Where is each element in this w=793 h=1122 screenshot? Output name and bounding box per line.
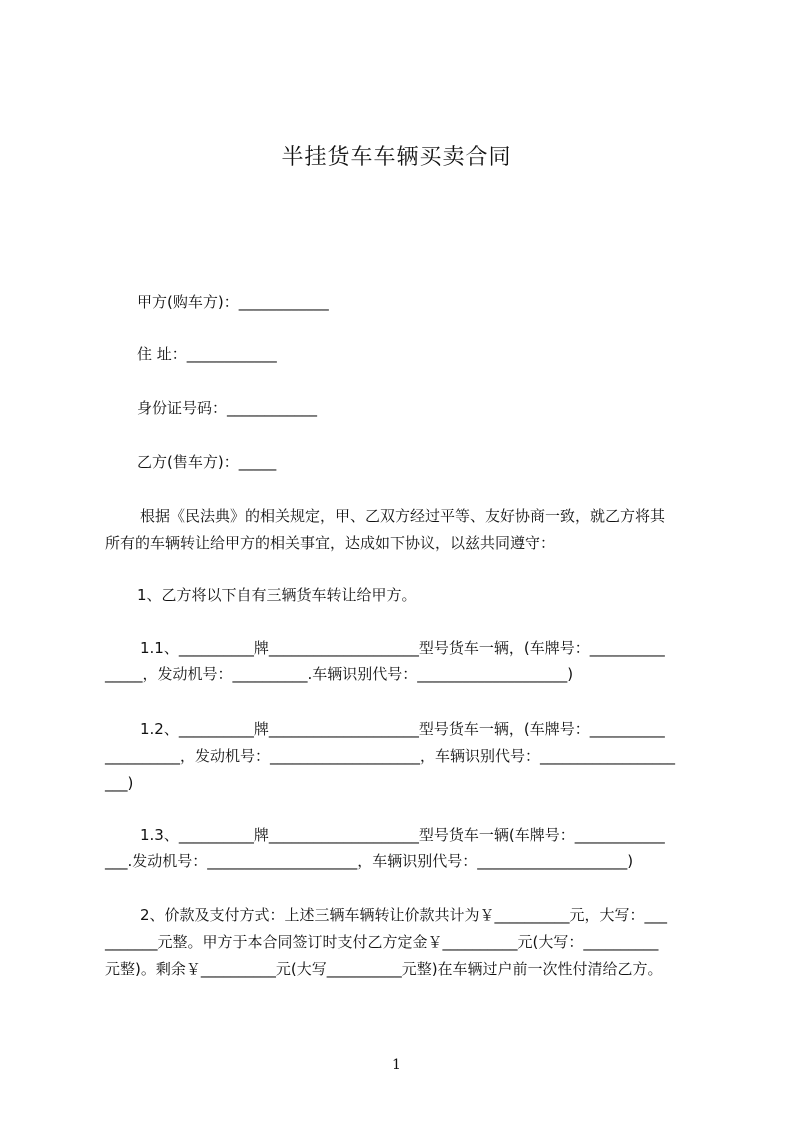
item-3-line-2: ___.发动机号：____________________，车辆识别代号：____________________) [105, 852, 634, 870]
intro-paragraph-line-2: 所有的车辆转让给甲方的相关事宜，达成如下协议，以兹共同遵守： [105, 534, 556, 552]
page-number: 1 [392, 1057, 401, 1073]
clause-2-line-3: 元整)。剩余￥__________元(大写__________元整)在车辆过户前一次性付清给乙方。 [105, 960, 663, 978]
party-a-line: 甲方(购车方)：____________ [137, 293, 329, 311]
clause-2-line-2: _______元整。甲方于本合同签订时支付乙方定金￥__________元(大写：__________ [105, 933, 659, 951]
item-3-line-1: 1.3、__________牌____________________型号货车一辆(车牌号：____________ [140, 826, 665, 844]
document-title: 半挂货车车辆买卖合同 [281, 145, 512, 170]
address-line: 住 址：____________ [137, 345, 277, 363]
item-1-line-1: 1.1、__________牌____________________型号货车一辆，(车牌号：__________ [140, 639, 665, 657]
item-2-line-1: 1.2、__________牌____________________型号货车一辆，(车牌号：__________ [140, 720, 665, 738]
intro-paragraph-line-1: 根据《民法典》的相关规定，甲、乙双方经过平等、友好协商一致，就乙方将其 [140, 507, 666, 525]
item-2-line-3: ___) [105, 774, 134, 792]
id-number-line: 身份证号码：____________ [137, 399, 318, 417]
item-1-line-2: _____，发动机号：__________.车辆识别代号：____________________) [105, 665, 574, 683]
clause-2-line-1: 2、价款及支付方式：上述三辆车辆转让价款共计为￥__________元，大写：___ [140, 906, 668, 924]
item-2-line-2: __________，发动机号：____________________，车辆识别代号：__________________ [105, 747, 676, 765]
clause-1: 1、乙方将以下自有三辆货车转让给甲方。 [137, 586, 417, 604]
party-b-line: 乙方(售车方)：_____ [137, 453, 277, 471]
